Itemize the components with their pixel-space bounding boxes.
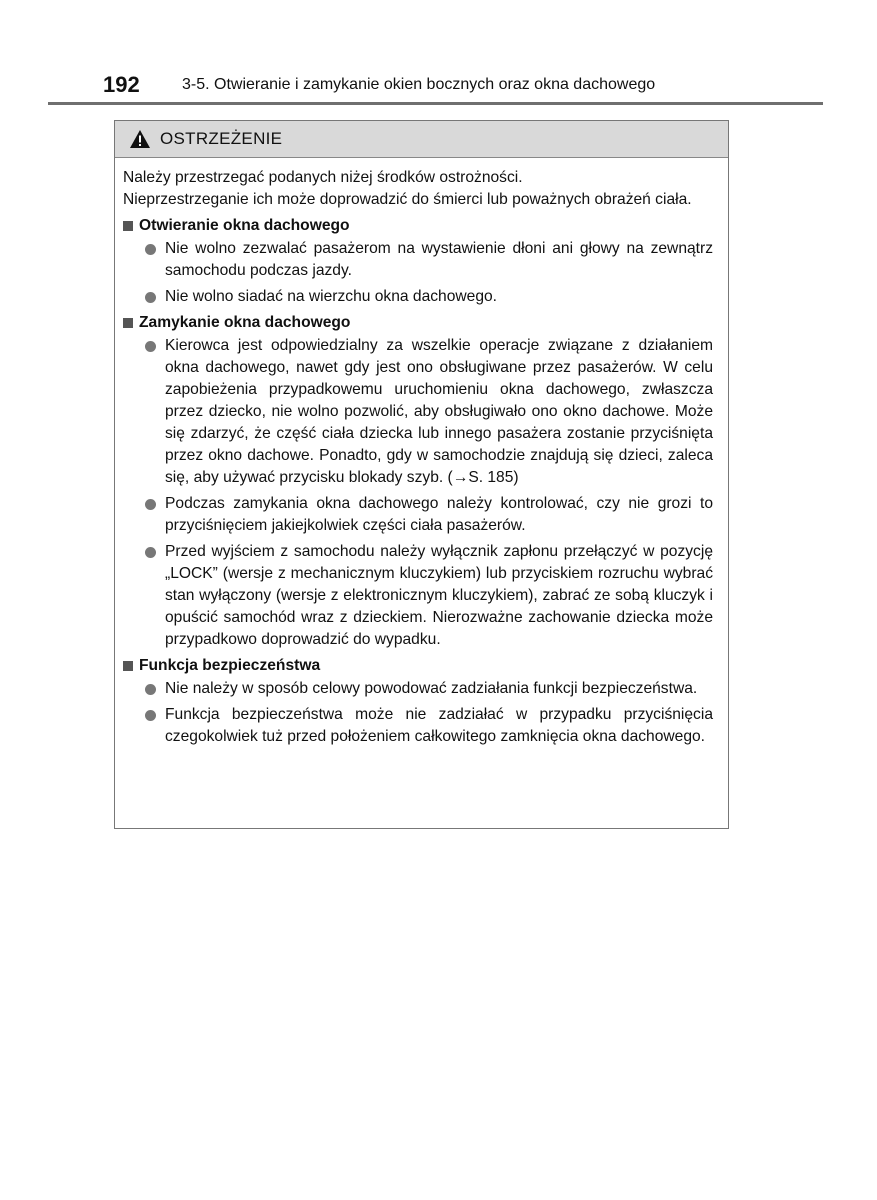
- bullet-item: [145, 493, 713, 537]
- square-bullet-icon: [123, 221, 133, 231]
- intro-line: Należy przestrzegać podanych niżej środków ostrożności.: [123, 169, 523, 186]
- bullet-item: [145, 238, 713, 282]
- round-bullet-icon: [145, 499, 156, 510]
- bullet-list: [123, 678, 713, 748]
- bullet-list: [123, 238, 713, 308]
- bullet-item: [145, 704, 713, 748]
- bullet-text: Nie wolno zezwalać pasażerom na wystawienie dłoni ani głowy na zewnątrz samochodu podczas jazdy.: [165, 240, 713, 279]
- section-heading-text: Otwieranie okna dachowego: [139, 217, 350, 234]
- round-bullet-icon: [145, 710, 156, 721]
- section-heading-text: Zamykanie okna dachowego: [139, 314, 351, 331]
- round-bullet-icon: [145, 244, 156, 255]
- warning-box: [114, 120, 729, 829]
- section-heading-text: Funkcja bezpieczeństwa: [139, 657, 321, 674]
- round-bullet-icon: [145, 684, 156, 695]
- page-header: [0, 68, 877, 108]
- warning-intro: [123, 167, 713, 211]
- warning-title: OSTRZEŻENIE: [160, 129, 283, 148]
- round-bullet-icon: [145, 341, 156, 352]
- warning-header: [115, 121, 728, 158]
- section-closing: [123, 312, 713, 651]
- square-bullet-icon: [123, 661, 133, 671]
- bullet-item: [145, 678, 713, 700]
- section-heading: [123, 655, 713, 677]
- section-safety-function: [123, 655, 713, 748]
- bullet-item: [145, 541, 713, 651]
- square-bullet-icon: [123, 318, 133, 328]
- warning-triangle-icon: [129, 129, 151, 149]
- bullet-list: [123, 335, 713, 651]
- bullet-item: [145, 335, 713, 489]
- bullet-item: [145, 286, 713, 308]
- bullet-text: Nie należy w sposób celowy powodować zadziałania funkcji bezpieczeństwa.: [165, 680, 698, 697]
- section-heading: [123, 312, 713, 334]
- page-number: 192: [103, 72, 140, 97]
- bullet-text: Przed wyjściem z samochodu należy wyłącznik zapłonu przełączyć w pozycję „LOCK” (wersje z mechanicznym kluczykiem) lub przyciskiem rozruchu wybrać stan wyłączony (wersje z elektronicznym kluczykiem), zabrać ze sobą kluczyk i opuścić samochód wraz z dzieckiem. Nierozważne zachowanie dziecka może przypadkowo doprowadzić do wypadku.: [165, 543, 713, 648]
- section-opening: [123, 215, 713, 308]
- bullet-text: Nie wolno siadać na wierzchu okna dachowego.: [165, 288, 497, 305]
- section-title: 3-5. Otwieranie i zamykanie okien bocznych oraz okna dachowego: [182, 76, 656, 93]
- bullet-text: Podczas zamykania okna dachowego należy kontrolować, czy nie grozi to przyciśnięciem jakiejkolwiek części ciała pasażerów.: [165, 495, 713, 534]
- intro-line: Nieprzestrzeganie ich może doprowadzić do śmierci lub poważnych obrażeń ciała.: [123, 191, 692, 208]
- header-rule: [48, 102, 823, 105]
- bullet-text: Kierowca jest odpowiedzialny za wszelkie operacje związane z działaniem okna dachowego, nawet gdy jest ono obsługiwane przez pasażerów. W celu zapobieżenia przypadkowemu uruchomieniu okna dachowego, zwłaszcza przez dziecko, nie wolno pozwolić, aby obsługiwało ono okno dachowe. Może się zdarzyć, że część ciała dziecka lub innego pasażera zostanie przyciśnięta przez okno dachowe. Ponadto, gdy w samochodzie znajdują się dzieci, zaleca się, aby używać przycisku blokady szyb. (→S. 185): [165, 337, 713, 486]
- section-heading: [123, 215, 713, 237]
- bullet-text: Funkcja bezpieczeństwa może nie zadziałać w przypadku przyciśnięcia czegokolwiek tuż przed położeniem całkowitego zamknięcia okna dachowego.: [165, 706, 713, 745]
- warning-body: [115, 158, 728, 748]
- round-bullet-icon: [145, 547, 156, 558]
- round-bullet-icon: [145, 292, 156, 303]
